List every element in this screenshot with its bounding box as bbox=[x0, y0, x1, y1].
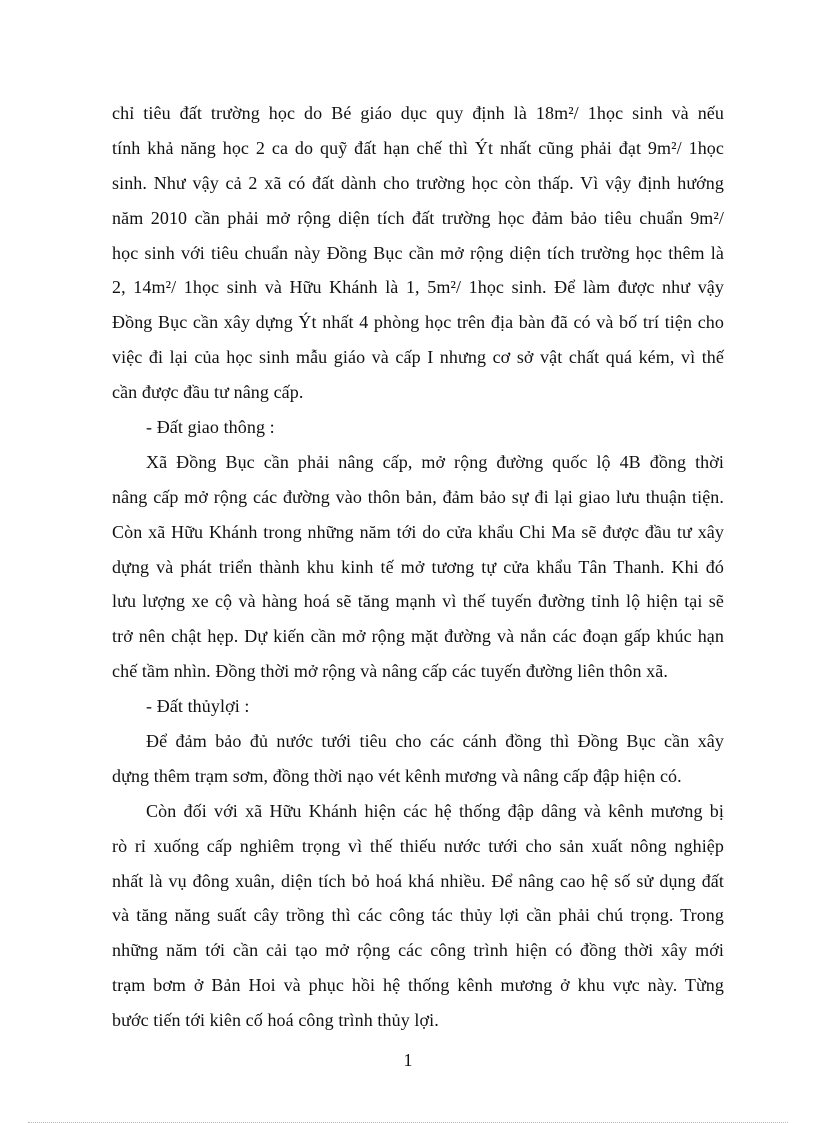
text-line: học sinh với tiêu chuẩn này Đồng Bục cần mở rộng diện tích trường học thêm là bbox=[112, 242, 724, 263]
text-line: Còn xã Hữu Khánh trong những năm tới do cửa khẩu Chi Ma sẽ được đầu tư xây bbox=[112, 521, 724, 542]
text-line: 2, 14m²/ 1học sinh và Hữu Khánh là 1, 5m²/ 1học sinh. Để làm được như vậy bbox=[112, 277, 724, 298]
text-line: chỉ tiêu đất trường học do Bé giáo dục quy định là 18m²/ 1học sinh và nếu bbox=[112, 103, 724, 123]
text-line: tính khả năng học 2 ca do quỹ đất hạn chế thì Ýt nhất cũng phải đạt 9m²/ 1học bbox=[112, 137, 724, 158]
text-line: cần được đầu tư nâng cấp. bbox=[112, 382, 304, 403]
text-line: lưu lượng xe cộ và hàng hoá sẽ tăng mạnh vì thế tuyến đường tỉnh lộ hiện tại sẽ bbox=[112, 591, 724, 612]
text-line: Để đảm bảo đủ nước tưới tiêu cho các cánh đồng thì Đồng Bục cần xây bbox=[146, 731, 724, 752]
text-line: và tăng năng suất cây trồng thì các công tác thủy lợi cần phải chú trọng. Trong bbox=[112, 905, 724, 926]
text-line: Xã Đồng Bục cần phải nâng cấp, mở rộng đường quốc lộ 4B đồng thời bbox=[146, 451, 724, 472]
text-line: bước tiến tới kiên cố hoá công trình thủy lợi. bbox=[112, 1010, 439, 1031]
text-line: nâng cấp mở rộng các đường vào thôn bản, đảm bảo sự đi lại giao lưu thuận tiện. bbox=[112, 486, 724, 507]
text-line: dựng và phát triển thành khu kinh tế mở tương tự cửa khẩu Tân Thanh. Khi đó bbox=[112, 556, 724, 577]
text-line: sinh. Như vậy cả 2 xã có đất dành cho trường học còn thấp. Vì vậy định hướng bbox=[112, 172, 724, 193]
text-line: chế tầm nhìn. Đồng thời mở rộng và nâng cấp các tuyến đường liên thôn xã. bbox=[112, 661, 668, 682]
text-line: năm 2010 cần phải mở rộng diện tích đất trường học đảm bảo tiêu chuẩn 9m²/ bbox=[112, 207, 724, 228]
section-heading-irrigation: - Đất thủylợi : bbox=[146, 696, 250, 717]
text-line: dựng thêm trạm sơm, đồng thời nạo vét kênh mương và nâng cấp đập hiện có. bbox=[112, 765, 682, 786]
page-number: 1 bbox=[403, 1050, 413, 1070]
text-line: Đồng Bục cần xây dựng Ýt nhất 4 phòng học trên địa bàn đã có và bố trí tiện cho bbox=[112, 312, 724, 333]
text-line: Còn đối với xã Hữu Khánh hiện các hệ thống đập dâng và kênh mương bị bbox=[146, 800, 724, 821]
text-line: rò rỉ xuống cấp nghiêm trọng vì thế thiếu nước tưới cho sản xuất nông nghiệp bbox=[112, 835, 724, 856]
text-line: những năm tới cần cải tạo mở rộng các công trình hiện có đồng thời xây mới bbox=[112, 940, 724, 961]
text-line: nhất là vụ đông xuân, diện tích bỏ hoá khá nhiều. Để nâng cao hệ số sử dụng đất bbox=[112, 870, 724, 891]
text-line: việc đi lại của học sinh mẫu giáo và cấp I nhưng cơ sở vật chất quá kém, vì thế bbox=[112, 347, 724, 368]
body-text bbox=[112, 96, 724, 1038]
text-line: trở nên chật hẹp. Dự kiến cần mở rộng mặt đường và nắn các đoạn gấp khúc hạn bbox=[112, 626, 724, 647]
section-heading-transport: - Đất giao thông : bbox=[146, 417, 275, 438]
text-line: trạm bơm ở Bản Hoi và phục hồi hệ thống kênh mương ở khu vực này. Từng bbox=[112, 975, 724, 996]
